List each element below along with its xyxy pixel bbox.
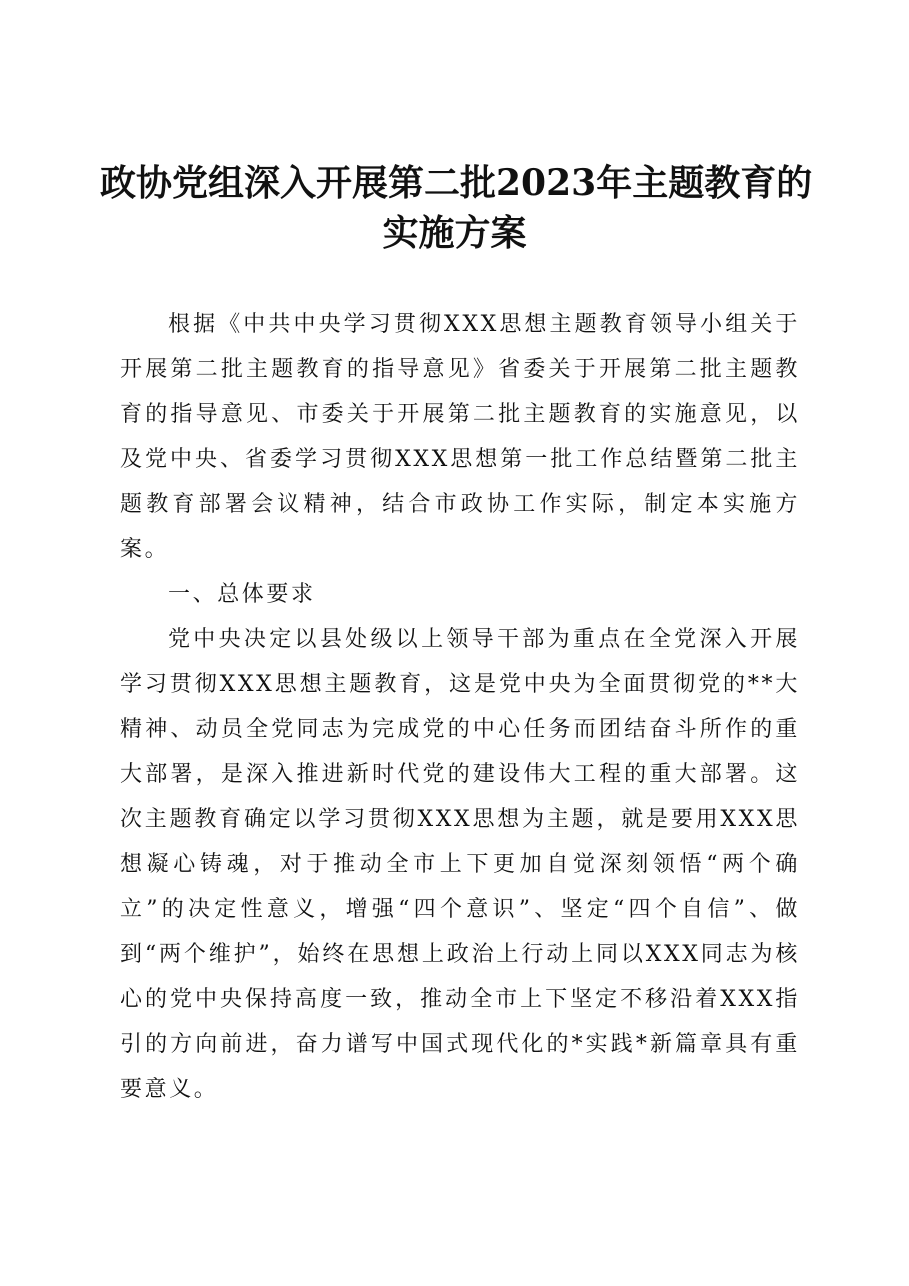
paragraph-general-requirements: 党中央决定以县处级以上领导干部为重点在全党深入开展学习贯彻XXX思想主题教育，这是党中央为全面贯彻党的**大精神、动员全党同志为完成党的中心任务而团结奋斗所作的重大部署，是深入推进新时代党的建设伟大工程的重大部署。这次主题教育确定以学习贯彻XXX思想为主题，就是要用XXX思想凝心铸魂，对于推动全市上下更加自觉深刻领悟“两个确立”的决定性意义，增强“四个意识”、坚定“四个自信”、做到“两个维护”，始终在思想上政治上行动上同以XXX同志为核心的党中央保持高度一致，推动全市上下坚定不移沿着XXX指引的方向前进，奋力谱写中国式现代化的*实践*新篇章具有重要意义。 — [120, 627, 800, 1102]
section-heading-general-requirements: 一、总体要求 — [168, 582, 316, 607]
document-body — [120, 302, 800, 1112]
paragraph-intro: 根据《中共中央学习贯彻XXX思想主题教育领导小组关于开展第二批主题教育的指导意见》省委关于开展第二批主题教育的指导意见、市委关于开展第二批主题教育的实施意见，以及党中央、省委学习贯彻XXX思想第一批工作总结暨第二批主题教育部署会议精神，结合市政协工作实际，制定本实施方案。 — [120, 312, 800, 562]
document-title — [100, 158, 813, 258]
title-line-1: 政协党组深入开展第二批2023年主题教育的 — [100, 162, 813, 204]
title-line-2: 实施方案 — [382, 212, 527, 254]
